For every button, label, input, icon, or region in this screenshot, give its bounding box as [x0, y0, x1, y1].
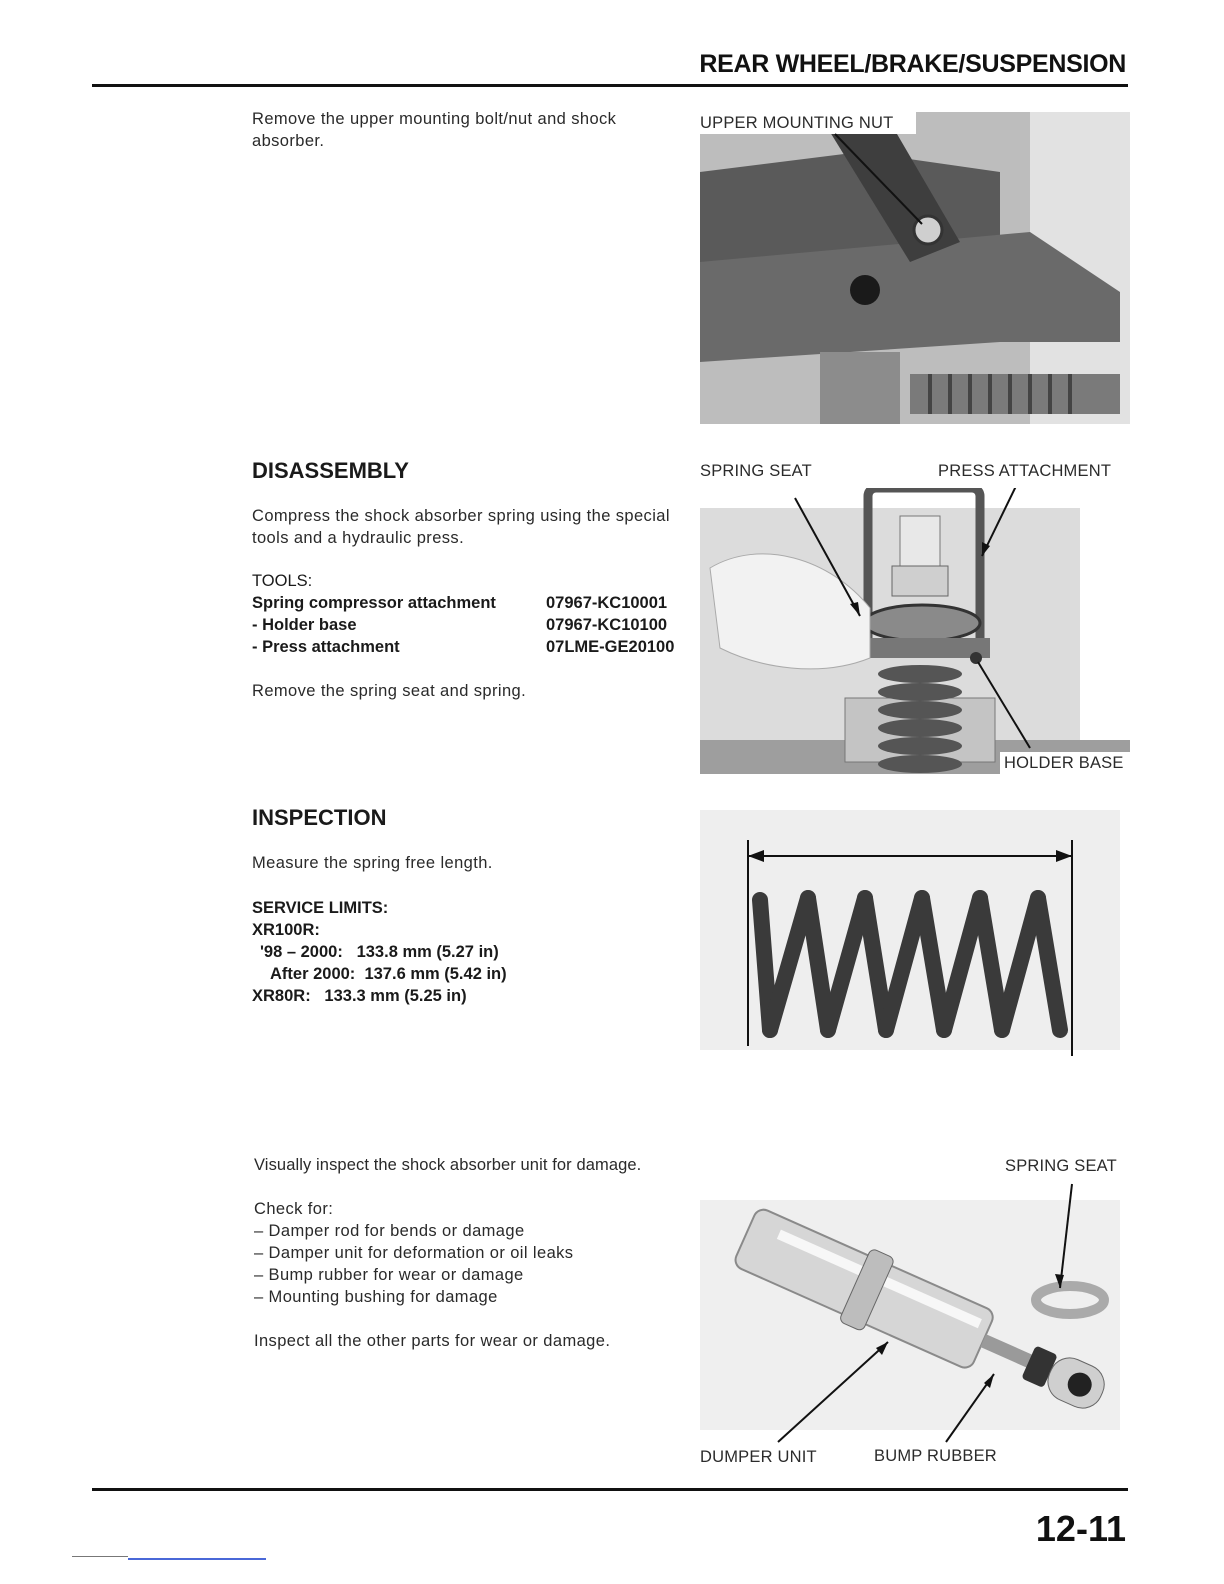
bump-rubber-label: BUMP RUBBER	[874, 1447, 997, 1465]
compressor-illustration	[700, 488, 1130, 774]
disassembly-heading: DISASSEMBLY	[252, 458, 409, 483]
list-item: – Damper rod for bends or damage	[254, 1222, 525, 1240]
tool-row	[252, 636, 692, 658]
footer-mark-blue	[128, 1558, 266, 1560]
tools-label: TOOLS:	[252, 572, 313, 590]
upper-mount-photo	[700, 112, 1130, 424]
tool-row	[252, 592, 692, 614]
final-instruction: Inspect all the other parts for wear or damage.	[254, 1332, 611, 1350]
xr100r-limit-late: After 2000: 137.6 mm (5.42 in)	[270, 965, 507, 983]
inspection-instruction: Measure the spring free length.	[252, 854, 493, 872]
holder-base-label: HOLDER BASE	[1004, 754, 1124, 772]
footer-rule	[92, 1488, 1128, 1491]
spring-length-figure	[700, 810, 1130, 1060]
check-for-label: Check for:	[254, 1200, 334, 1218]
upper-mount-illustration	[700, 112, 1130, 424]
xr100r-label: XR100R:	[252, 921, 320, 939]
tool-name: Spring compressor attachment	[252, 594, 496, 612]
section-title: REAR WHEEL/BRAKE/SUSPENSION	[699, 50, 1126, 78]
tool-row	[252, 614, 692, 636]
disassembly-instruction: Compress the shock absorber spring using the special tools and a hydraulic press.	[252, 507, 670, 547]
service-limits-label: SERVICE LIMITS:	[252, 899, 389, 917]
shock-unit-photo	[700, 1180, 1130, 1446]
tool-part-number: 07LME-GE20100	[546, 638, 675, 656]
visual-instruction: Visually inspect the shock absorber unit for damage.	[254, 1156, 642, 1174]
service-limits-block	[252, 897, 692, 1007]
tool-part-number: 07967-KC10100	[546, 616, 668, 634]
tool-part-number: 07967-KC10001	[546, 594, 668, 612]
removal-instruction: Remove the upper mounting bolt/nut and shock absorber.	[252, 110, 617, 150]
spring-length-illustration	[700, 810, 1130, 1060]
disassembly-followup: Remove the spring seat and spring.	[252, 682, 527, 700]
tool-name: - Holder base	[252, 616, 357, 634]
tool-name: - Press attachment	[252, 638, 400, 656]
xr80r-limit: XR80R: 133.3 mm (5.25 in)	[252, 987, 467, 1005]
dumper-unit-label: DUMPER UNIT	[700, 1448, 817, 1466]
spring-seat-label: SPRING SEAT	[700, 462, 812, 480]
list-item: – Mounting bushing for damage	[254, 1288, 498, 1306]
list-item: – Bump rubber for wear or damage	[254, 1266, 524, 1284]
page-number: 12-11	[1035, 1508, 1126, 1549]
check-list	[254, 1220, 694, 1308]
press-attachment-label: PRESS ATTACHMENT	[938, 462, 1112, 480]
xr100r-limit-early: '98 – 2000: 133.8 mm (5.27 in)	[260, 943, 499, 961]
spring-seat-label-2: SPRING SEAT	[1005, 1157, 1117, 1175]
tools-block	[252, 570, 692, 658]
footer-mark-grey	[72, 1556, 128, 1557]
list-item: – Damper unit for deformation or oil leaks	[254, 1244, 574, 1262]
inspection-heading: INSPECTION	[252, 805, 387, 830]
compressor-photo	[700, 488, 1130, 774]
shock-unit-illustration	[700, 1180, 1130, 1446]
header-rule	[92, 84, 1128, 87]
upper-mounting-nut-label: UPPER MOUNTING NUT	[700, 114, 894, 132]
